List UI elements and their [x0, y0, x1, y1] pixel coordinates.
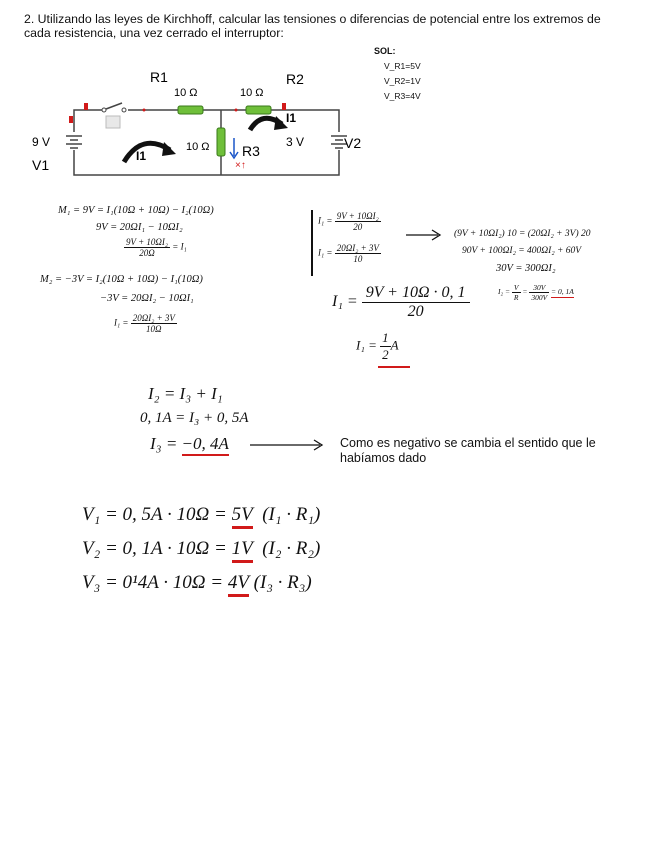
- eq-m1-frac-rhs: = I₁: [172, 241, 187, 252]
- eq-i2-f1-den: R: [513, 293, 519, 302]
- eq-m1-line2: 9V = 20ΩI₁ − 10ΩI₂: [96, 222, 183, 233]
- eq-m1-frac: [124, 237, 187, 258]
- eq-i1-final-num: 1: [382, 330, 389, 345]
- eq-solve2: 90V + 100ΩI₂ = 400ΩI₂ + 60V: [462, 246, 582, 256]
- eq-v1-lhs: V₁ = 0, 5A · 10Ω =: [82, 504, 232, 525]
- r1-value: 10 Ω: [174, 87, 198, 99]
- right-arrow-icon: [404, 228, 444, 242]
- r3-label: R3: [242, 143, 260, 159]
- source2-value: 3 V: [286, 135, 305, 149]
- eq-v3-rhs: (I₃ · R₃): [253, 572, 312, 593]
- system-bracket: [311, 210, 313, 276]
- eq-v1-value: 5V: [232, 504, 253, 529]
- eq-k3-lhs: I₃ =: [150, 434, 182, 453]
- eq-v2-rhs: (I₂ · R₂): [262, 538, 321, 559]
- source1-value: 9 V: [32, 135, 51, 149]
- eq-m1-frac-num: 9V + 10ΩI₂: [126, 237, 169, 247]
- r3-resistor-icon: [217, 128, 225, 156]
- eq-m2-frac-lhs: I₁ =: [114, 317, 129, 328]
- eq-k3-value: −0, 4A: [182, 434, 229, 456]
- eq-m1-line1: M₁ = 9V = I₁(10Ω + 10Ω) − I₂(10Ω): [58, 205, 214, 216]
- eq-sys2: [318, 243, 381, 264]
- eq-i1-final-unit: A: [390, 337, 399, 353]
- eq-m2-frac-num: 20ΩI₂ + 3V: [132, 313, 175, 323]
- eq-i2-result: = 0, 1A: [551, 287, 574, 297]
- eq-sys1-num: 9V + 10ΩI₂: [336, 211, 379, 221]
- eq-m1-frac-den: 20Ω: [139, 248, 155, 258]
- eq-m2-line2: −3V = 20ΩI₂ − 10ΩI₁: [100, 293, 194, 304]
- solution-vr2: V_R2=1V: [384, 76, 421, 86]
- eq-sys2-num: 20ΩI₂ + 3V: [336, 243, 379, 253]
- eq-v1-rhs: (I₁ · R₁): [262, 504, 321, 525]
- r2-value: 10 Ω: [240, 87, 264, 99]
- eq-i1-num: 9V + 10Ω · 0, 1: [362, 284, 470, 303]
- eq-v2-value: 1V: [232, 538, 253, 563]
- eq-i2-f2-num: 30V: [529, 283, 549, 293]
- negative-note: Como es negativo se cambia el sentido que le habíamos dado: [340, 436, 596, 465]
- eq-solve3: 30V = 300ΩI₂: [496, 263, 556, 274]
- eq-sys1-den: 20: [353, 222, 363, 232]
- battery-v1-icon: [66, 132, 82, 150]
- problem-statement: 2. Utilizando las leyes de Kirchhoff, calcular las tensiones o diferencias de potencial entre los extremos de cada resistencia, una vez cerrado el interruptor:: [24, 12, 601, 40]
- eq-v3-value: 4V: [228, 572, 249, 597]
- solution-vr3: V_R3=4V: [384, 91, 421, 101]
- r2-resistor-icon: [246, 106, 271, 114]
- eq-m2-frac-den: 10Ω: [146, 324, 162, 334]
- eq-sys1-lhs: I₁ =: [318, 215, 333, 226]
- eq-i2-f2-den: 300V: [531, 293, 548, 302]
- solution-box: [374, 46, 421, 101]
- solution-vr1: V_R1=5V: [384, 61, 421, 71]
- r3-value: 10 Ω: [186, 141, 210, 153]
- eq-v2-lhs: V₂ = 0, 1A · 10Ω =: [82, 538, 232, 559]
- eq-k1: I₂ = I₃ + I₁: [148, 384, 223, 403]
- loop1-label: I1: [136, 149, 147, 163]
- eq-sys2-lhs: I₁ =: [318, 247, 333, 258]
- eq-v2: [82, 538, 320, 560]
- eq-i1-final: [356, 330, 399, 363]
- circuit-diagram: [24, 70, 364, 180]
- eq-m2-frac: [114, 313, 177, 334]
- eq-i2-lhs: I₂ =: [498, 287, 512, 297]
- eq-sys2-den: 10: [353, 254, 363, 264]
- eq-i1-den: 20: [407, 303, 424, 320]
- eq-sys1: [318, 211, 381, 232]
- loop2-label: I1: [286, 111, 297, 125]
- cross-up-arrow-icon: ×↑: [235, 160, 246, 171]
- eq-v3-lhs: V₃ = 0¹4A · 10Ω =: [82, 572, 228, 593]
- source2-label: V2: [344, 135, 362, 151]
- eq-i2: I₂ = $\frac{V}{R}$ = $\frac{30V}{300V}$ = 0, 1A: [498, 283, 574, 302]
- eq-v1: [82, 504, 320, 526]
- solution-title: SOL:: [374, 46, 396, 56]
- eq-m2-line1: M₂ = −3V = I₂(10Ω + 10Ω) − I₁(10Ω): [40, 274, 203, 285]
- eq-solve1: (9V + 10ΩI₂) 10 = (20ΩI₂ + 3V) 20: [454, 229, 591, 239]
- i1-underline: [378, 366, 410, 368]
- eq-i1: [332, 284, 470, 321]
- switch-icon: [102, 103, 128, 128]
- eq-i2-f1-num: V: [513, 283, 519, 292]
- eq-i1-lhs: I₁ =: [332, 293, 358, 311]
- eq-i1-final-den: 2: [382, 347, 389, 362]
- r1-label: R1: [150, 70, 168, 85]
- r2-label: R2: [286, 71, 304, 87]
- eq-i1-final-lhs: I₁ =: [356, 337, 377, 353]
- note-arrow-icon: [248, 438, 328, 452]
- source1-label: V1: [32, 157, 50, 173]
- eq-k3: [150, 434, 229, 454]
- eq-k2: 0, 1A = I₃ + 0, 5A: [140, 410, 249, 426]
- eq-v3: [82, 572, 312, 594]
- r1-resistor-icon: [178, 106, 203, 114]
